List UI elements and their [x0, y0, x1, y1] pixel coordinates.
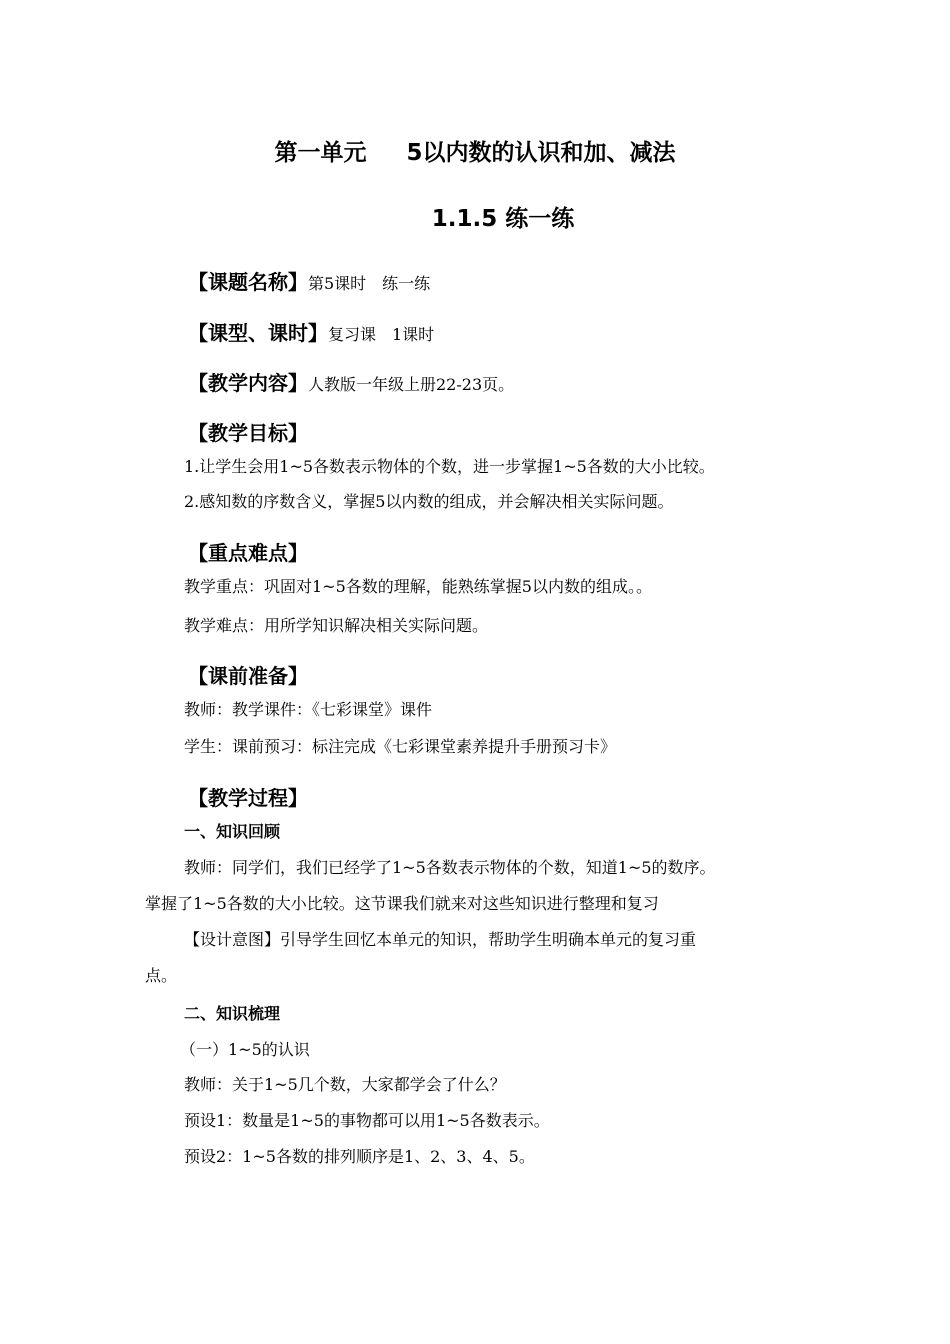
lesson-content-value: 人教版一年级上册22-23页。	[308, 375, 515, 394]
preset-answer-2: 预设2：1~5各数的排列顺序是1、2、3、4、5。	[184, 1147, 535, 1166]
student-preparation: 学生：课前预习：标注完成《七彩课堂素养提升手册预习卡》	[184, 737, 617, 756]
goal-item-2: 2.感知数的序数含义，掌握5以内数的组成，并会解决相关实际问题。	[184, 492, 674, 511]
lesson-name-label: 【课题名称】	[188, 270, 308, 294]
part1-paragraph-line1: 教师：同学们，我们已经学了1~5各数表示物体的个数，知道1~5的数序。	[184, 858, 716, 877]
key-points-heading: 【重点难点】	[188, 541, 308, 565]
unit-label: 第一单元	[274, 140, 367, 166]
teaching-focus: 教学重点：巩固对1~5各数的理解，能熟练掌握5以内数的组成。。	[184, 577, 652, 596]
lesson-name-value: 第5课时 练一练	[308, 274, 431, 293]
preparation-heading: 【课前准备】	[188, 664, 308, 688]
process-heading: 【教学过程】	[188, 786, 308, 810]
part1-paragraph-line2: 掌握了1~5各数的大小比较。这节课我们就来对这些知识进行整理和复习	[145, 894, 659, 913]
teacher-preparation: 教师：教学课件：《七彩课堂》课件	[184, 700, 433, 719]
lesson-title: 1.1.5 练一练	[431, 206, 575, 232]
design-intent-line2: 点。	[145, 966, 178, 985]
lesson-name-row	[188, 266, 430, 295]
preset-answer-1: 预设1：数量是1~5的事物都可以用1~5各数表示。	[184, 1111, 550, 1130]
part2-title: 二、知识梳理	[184, 1004, 281, 1023]
lesson-content-label: 【教学内容】	[188, 371, 308, 395]
lesson-content-row	[188, 367, 514, 396]
part1-title: 一、知识回顾	[184, 822, 281, 841]
teaching-difficulty: 教学难点：用所学知识解决相关实际问题。	[184, 616, 489, 635]
lesson-type-row	[188, 317, 434, 346]
lesson-type-value: 复习课 1课时	[328, 325, 435, 344]
unit-topic: 5以内数的认识和加、减法	[406, 140, 676, 166]
design-intent-line1: 【设计意图】引导学生回忆本单元的知识，帮助学生明确本单元的复习重	[184, 930, 697, 949]
subsection-1-title: （一）1~5的认识	[180, 1040, 310, 1059]
unit-title	[0, 134, 950, 167]
lesson-type-label: 【课型、课时】	[188, 321, 328, 345]
teacher-question: 教师：关于1~5几个数，大家都学会了什么？	[184, 1075, 506, 1094]
goals-heading: 【教学目标】	[188, 421, 308, 445]
goal-item-1: 1.让学生会用1~5各数表示物体的个数，进一步掌握1~5各数的大小比较。	[184, 457, 715, 476]
